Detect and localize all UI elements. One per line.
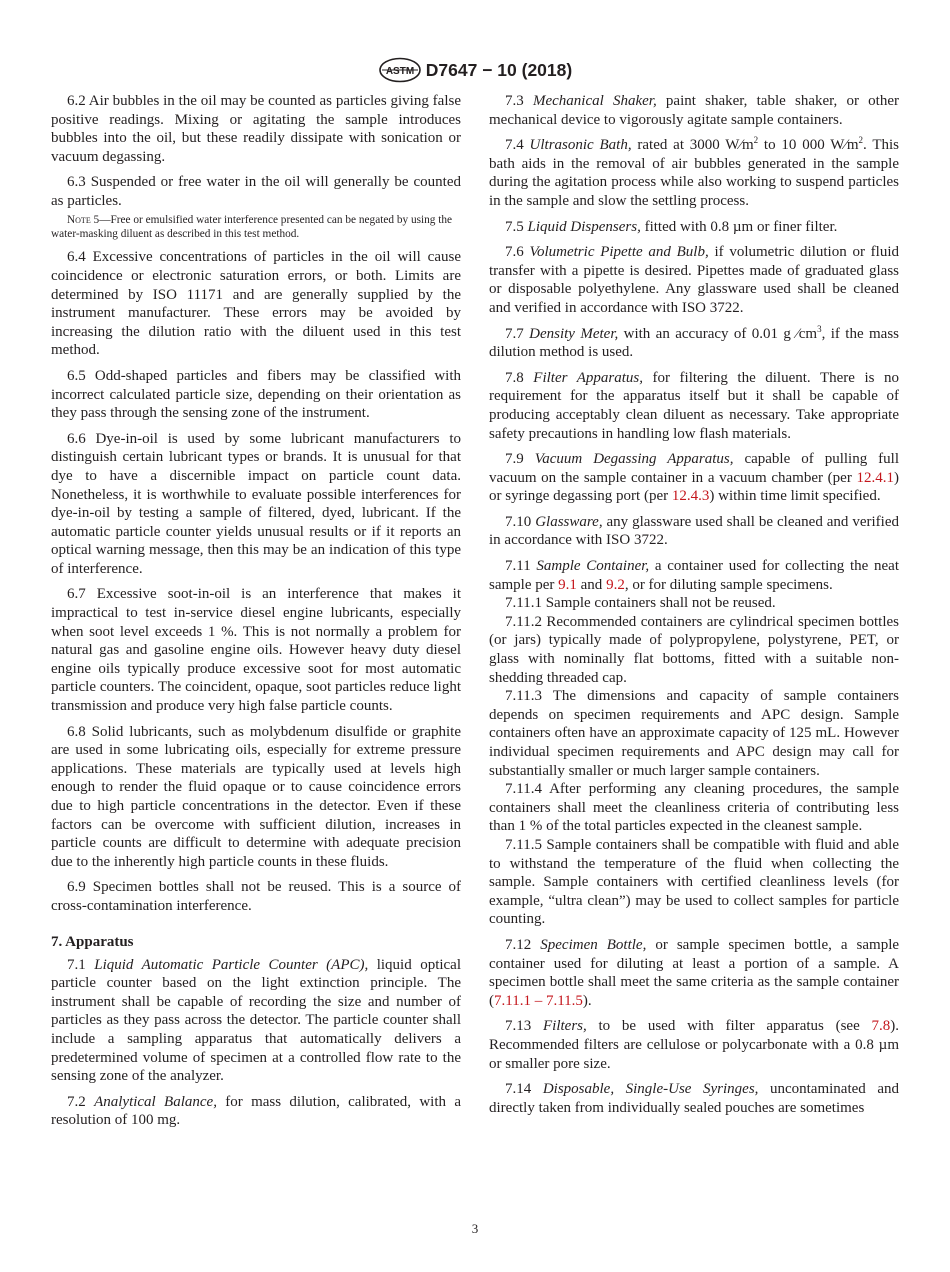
section-7-2: 7.2 Analytical Balance, for mass dilution, calibrated, with a resolution of 100 mg.	[51, 1093, 462, 1129]
right-column	[489, 92, 899, 1124]
section-7-11: 7.11 Sample Container, a container used for collecting the neat sample per 9.1 and 9.2, or for diluting sample specimens.	[489, 558, 899, 593]
link-7-11-range[interactable]: 7.11.1 – 7.11.5	[494, 992, 583, 1009]
section-6-4: 6.4 Excessive concentrations of particles in the oil will cause coincidence or electronic saturation errors, or both. Limits are determined by ISO 11171 and are generally supplied by the instrument manufacturer. These errors may be avoided by increasing the dilution ratio with the diluent used in this test method.	[51, 249, 461, 359]
section-7-12: 7.12 Specimen Bottle, or sample specimen bottle, a sample container used for diluting at least a portion of a sample. A specimen bottle shall meet the same criteria as the sample container (7.11.1 – 7.11.5).	[489, 936, 900, 1009]
link-7-8[interactable]: 7.8	[871, 1018, 891, 1035]
section-6-8: 6.8 Solid lubricants, such as molybdenum disulfide or graphite are used in some lubricating oils, especially for extreme pressure applications. These materials are typically used at levels high enough to render the fluid opaque or to cause coincidence errors due to high particle concentrations in the detector. Even if these factors can be overcome with sufficient dilution, increases in particle counts are difficult to determine with adequate precision due to the inherently high particle counts in these fluids.	[51, 723, 461, 870]
section-7-10: 7.10 Glassware, any glassware used shall be cleaned and verified in accordance with ISO 3722.	[489, 513, 900, 549]
link-12-4-1[interactable]: 12.4.1	[856, 469, 894, 486]
section-7-4: 7.4 Ultrasonic Bath, rated at 3000 $W⁄m^2$ to 10 000 $W⁄m^2$. This bath aids in the removal of air bubbles generated in the sample during the agitation process while also working to suspend particles in the sample and slow the settling process.	[489, 135, 899, 209]
page-header	[0, 56, 950, 84]
section-6-3: 6.3 Suspended or free water in the oil will generally be counted as particles.	[51, 174, 461, 209]
section-7-3: 7.3 Mechanical Shaker, paint shaker, table shaker, or other mechanical device to vigorously agitate sample containers.	[489, 93, 900, 128]
section-6-5: 6.5 Odd-shaped particles and fibers may be classified with incorrect calculated particle size, depending on their orientation as they pass through the sensing zone of the instrument.	[51, 367, 461, 422]
section-7-7: 7.7 Density Meter, with an accuracy of 0.01 g $⁄cm^3$, if the mass dilution method is used.	[489, 323, 899, 361]
note-5: Note 5—Free or emulsified water interference presented can be negated by using the water-masking diluent as described in this test method.	[51, 213, 453, 240]
svg-text:ASTM: ASTM	[385, 66, 414, 77]
astm-logo-icon	[378, 57, 422, 83]
link-9-1[interactable]: 9.1	[558, 576, 577, 593]
link-12-4-3[interactable]: 12.4.3	[671, 488, 710, 505]
section-7-13: 7.13 Filters, to be used with filter apparatus (see 7.8). Recommended filters are cellulose or polycarbonate with a 0.8 µm or smaller pore size.	[489, 1018, 899, 1072]
section-7-1: 7.1 Liquid Automatic Particle Counter (APC), liquid optical particle counter based on the light extinction principle. The instrument shall be capable of recording the size and number of particles as they pass across the detector. The particle counter shall include a sampling apparatus that automatically delivers a predetermined volume of specimen at a controlled flow rate to the sensing zone of the analyzer.	[51, 956, 462, 1085]
section-7-11-5: 7.11.5 Sample containers shall be compatible with fluid and able to withstand the temperature of the fluid when collecting the sample. Sample containers with certified cleanliness levels (for example, “ultra clean”) may be used to collect samples for particle counting.	[489, 836, 899, 928]
section-6-6: 6.6 Dye-in-oil is used by some lubricant manufacturers to distinguish certain lubricant types or brands. It is unusual for that dye to have a discernible impact on particle count data. Nonetheless, it is worthwhile to evaluate possible interferences for dye-in-oil by testing a sample of filtered, dyed, lubricant. If the automatic particle counter yields unusual results or if it reports an optical warning message, then this may be an indication of this type of interference.	[51, 430, 461, 577]
section-6-2: 6.2 Air bubbles in the oil may be counted as particles giving false positive readings. Mixing or agitating the sample introduces bubbles into the oil, but these readily dissipate with sonication or vacuum degassing.	[51, 93, 461, 165]
document-designation: D7647 − 10 (2018)	[425, 59, 573, 80]
section-7-heading: 7. Apparatus	[51, 933, 134, 950]
section-7-11-2: 7.11.2 Recommended containers are cylindrical specimen bottles (or jars) typically made of polypropylene, polystyrene, PET, or glass with nominally flat bottoms, fitted with a suitable non-shedding threaded cap.	[489, 613, 899, 686]
section-7-6: 7.6 Volumetric Pipette and Bulb, if volumetric dilution or fluid transfer with a pipette is desired. Pipettes made of graduated glass or disposable polyethylene. Any glassware used shall be cleaned and verified in accordance with ISO 3722.	[489, 244, 899, 316]
section-7-11-1: 7.11.1 Sample containers shall not be reused.	[505, 595, 776, 612]
section-7-5: 7.5 Liquid Dispensers, fitted with 0.8 µm or finer filter.	[505, 218, 838, 235]
section-7-11-4: 7.11.4 After performing any cleaning procedures, the sample containers shall meet the cleanliness criteria of contributing less than 1 % of the total particles expected in the cleanest sample.	[489, 781, 899, 835]
left-column	[51, 92, 461, 1137]
section-7-11-3: 7.11.3 The dimensions and capacity of sample containers depends on specimen requirements and APC design. Sample containers often have an approximate capacity of 125 mL. However individual specimen requirements and APC design may call for substantially smaller or much larger sample containers.	[489, 688, 899, 779]
section-7-9: 7.9 Vacuum Degassing Apparatus, capable of pulling full vacuum on the sample container in a vacuum chamber (per 12.4.1) or syringe degassing port (per 12.4.3) within time limit specified.	[489, 451, 899, 505]
page-number: 3	[471, 1221, 479, 1236]
section-6-7: 6.7 Excessive soot-in-oil is an interference that makes it impractical to test in-service diesel engine lubricants, especially when soot level exceeds 1 %. This is not normally a problem for natural gas and gasoline engine oils. However heavy duty diesel engine oils typically produce excessive soot for most automatic particle counters. The coincident, opaque, soot particles reduce light transmission and produce very high false particle counts.	[51, 586, 461, 715]
link-9-2[interactable]: 9.2	[606, 576, 625, 593]
section-6-9: 6.9 Specimen bottles shall not be reused. This is a source of cross-contamination interference.	[51, 879, 461, 914]
section-7-8: 7.8 Filter Apparatus, for filtering the diluent. There is no requirement for the apparatus itself but it shall be capable of producing acceptably clean diluent as necessary. Take appropriate safety precautions in handling low flash materials.	[489, 369, 899, 442]
section-7-14: 7.14 Disposable, Single-Use Syringes, uncontaminated and directly taken from individually sealed pouches are sometimes	[489, 1081, 899, 1116]
